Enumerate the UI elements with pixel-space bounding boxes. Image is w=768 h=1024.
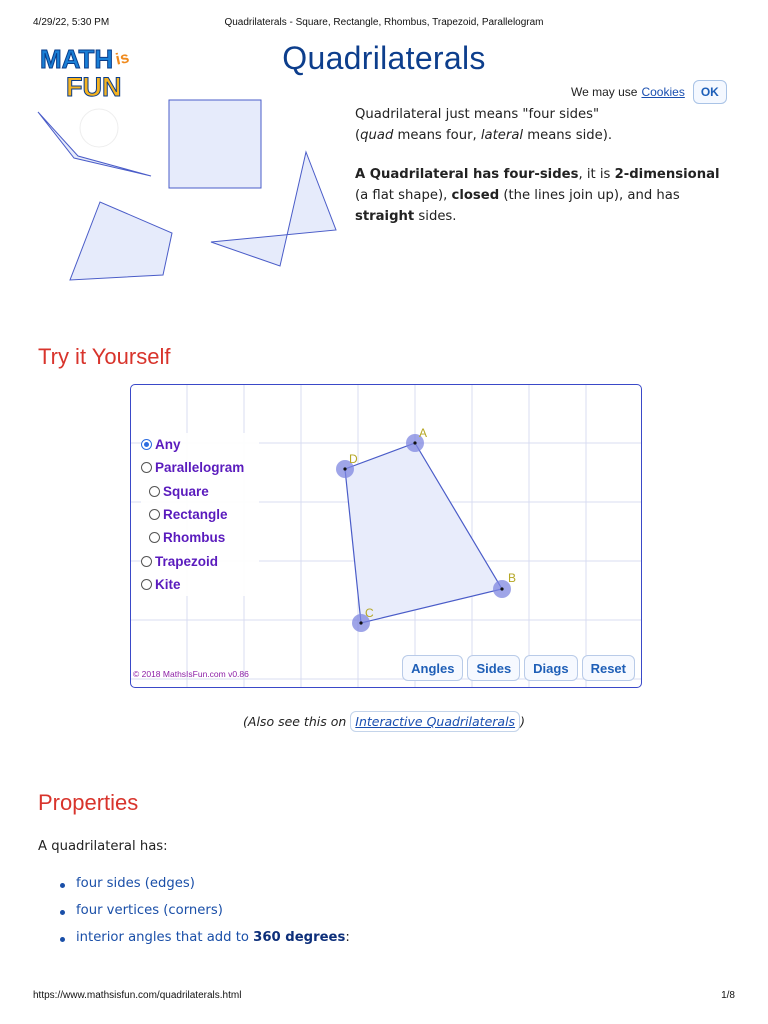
logo-math-text: MATH <box>40 44 114 74</box>
radio-trapezoid[interactable] <box>141 556 152 567</box>
intro-p1-end: means side). <box>523 128 613 143</box>
example-shape-irregular <box>70 202 172 280</box>
option-kite[interactable] <box>141 573 259 596</box>
list-item: four vertices (corners) <box>60 903 350 930</box>
print-datetime: 4/29/22, 5:30 PM <box>33 17 110 28</box>
angles-button[interactable]: Angles <box>402 655 463 681</box>
vertex-dot-a <box>413 441 416 444</box>
option-rectangle[interactable] <box>141 503 259 526</box>
vertex-label-c: C <box>365 606 374 620</box>
shape-type-options <box>141 433 259 596</box>
widget-toolbar <box>402 655 635 681</box>
print-footer <box>33 990 735 1004</box>
option-label-rectangle[interactable]: Rectangle <box>163 507 228 523</box>
item3-colon: : <box>345 930 350 945</box>
option-label-any[interactable]: Any <box>155 437 181 453</box>
radio-square[interactable] <box>149 486 160 497</box>
vertex-label-d: D <box>349 452 358 466</box>
radio-rectangle[interactable] <box>149 509 160 520</box>
option-label-kite[interactable]: Kite <box>155 576 181 592</box>
properties-heading: Properties <box>38 790 139 815</box>
logo-is-text: is <box>114 49 131 69</box>
option-any[interactable] <box>141 433 259 456</box>
also-before: (Also see this on <box>243 714 351 729</box>
intro-p2-bold4: straight <box>355 209 415 224</box>
properties-intro: A quadrilateral has: <box>38 839 168 854</box>
intro-p2-bold1: A Quadrilateral has four-sides <box>355 167 579 182</box>
intro-p1-line1: Quadrilateral just means "four sides" <box>355 107 600 122</box>
page-title: Quadrilaterals <box>282 40 486 76</box>
item3-text: interior angles that add to <box>76 930 254 945</box>
sides-button[interactable]: Sides <box>467 655 520 681</box>
intro-p2-line2a: (a flat shape), <box>355 188 452 203</box>
intro-p2-bold3: closed <box>451 188 500 203</box>
quadrilateral-examples-illustration <box>30 90 350 290</box>
print-url: https://www.mathsisfun.com/quadrilaterals.html <box>33 990 242 1001</box>
example-white-circle <box>80 109 118 147</box>
vertex-dot-d <box>343 467 346 470</box>
intro-p2-bold2: 2-dimensional <box>614 167 720 182</box>
vertex-dot-c <box>359 621 362 624</box>
quadrilateral-interactive-widget[interactable] <box>130 384 642 688</box>
interactive-quadrilaterals-link[interactable]: Interactive Quadrilaterals <box>350 711 520 732</box>
intro-p2-end: sides. <box>414 209 457 224</box>
list-item <box>60 930 350 957</box>
cookie-ok-button[interactable]: OK <box>693 80 727 104</box>
also-after: ) <box>520 714 525 729</box>
intro-quad: quad <box>360 128 394 143</box>
intro-paragraph-2 <box>355 164 735 227</box>
try-it-yourself-heading: Try it Yourself <box>38 344 171 369</box>
option-trapezoid[interactable] <box>141 549 259 572</box>
print-header <box>33 17 735 31</box>
logo-fun-text: FUN <box>66 72 122 100</box>
diags-button[interactable]: Diags <box>524 655 577 681</box>
option-parallelogram[interactable] <box>141 456 259 479</box>
option-label-trapezoid[interactable]: Trapezoid <box>155 553 219 569</box>
vertex-dot-b <box>500 587 503 590</box>
cookie-notice <box>571 80 727 104</box>
radio-any[interactable] <box>141 439 152 450</box>
intro-p1-mid: means four, <box>393 128 481 143</box>
option-label-parallelogram[interactable]: Parallelogram <box>155 460 245 476</box>
intro-p2-line2b: (the lines join up), and has <box>499 188 680 203</box>
radio-kite[interactable] <box>141 579 152 590</box>
reset-button[interactable]: Reset <box>582 655 635 681</box>
also-see-note <box>0 711 768 732</box>
radio-rhombus[interactable] <box>149 532 160 543</box>
quadrilateral-shape <box>345 443 502 623</box>
print-page-number: 1/8 <box>721 990 735 1001</box>
radio-parallelogram[interactable] <box>141 462 152 473</box>
example-shape-square <box>169 100 261 188</box>
vertex-label-b: B <box>508 571 517 585</box>
intro-p1-open: ( <box>355 128 361 143</box>
vertex-label-a: A <box>419 426 428 440</box>
list-item: four sides (edges) <box>60 876 350 903</box>
print-doc-title: Quadrilaterals - Square, Rectangle, Rhombus, Trapezoid, Parallelogram <box>224 17 544 28</box>
option-label-rhombus[interactable]: Rhombus <box>163 530 226 546</box>
intro-lateral: lateral <box>480 128 524 143</box>
option-rhombus[interactable] <box>141 526 259 549</box>
intro-text <box>355 104 735 245</box>
option-label-square[interactable]: Square <box>163 483 209 499</box>
cookie-text: We may use <box>571 85 638 99</box>
cookies-link[interactable]: Cookies <box>641 85 685 99</box>
intro-p2-mid1: , it is <box>578 167 615 182</box>
intro-paragraph-1 <box>355 104 735 146</box>
widget-copyright[interactable]: © 2018 MathsIsFun.com v0.86 <box>133 669 249 679</box>
properties-list <box>60 876 350 957</box>
item3-bold: 360 degrees <box>253 930 346 945</box>
option-square[interactable] <box>141 480 259 503</box>
